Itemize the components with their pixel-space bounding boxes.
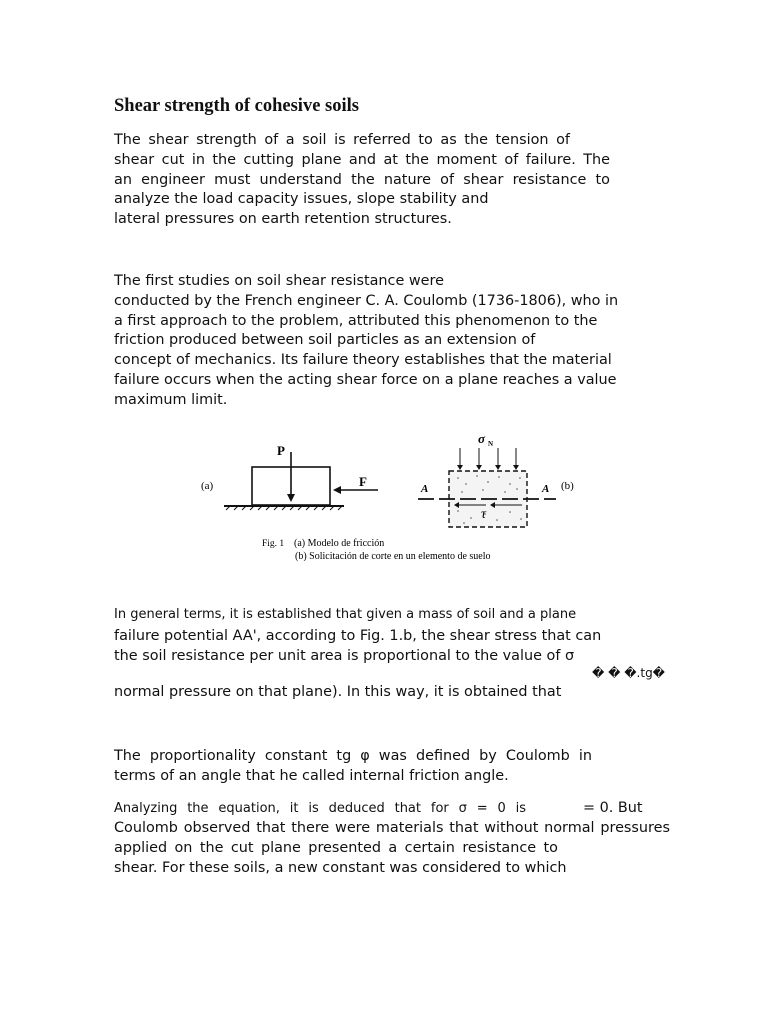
paragraph-analysis-line1: Analyzing the equation, it is deduced that for σ = 0 is: [114, 801, 526, 816]
page-title: Shear strength of cohesive soils: [114, 96, 359, 116]
arrowhead-icon: [333, 486, 341, 494]
paragraph-general-terms: [114, 627, 601, 667]
paragraph-analysis-line3: applied on the cut plane presented a certain resistance to: [114, 840, 558, 856]
text-line: friction produced between soil particles as an extension of: [114, 332, 536, 349]
figure-caption-prefix: Fig. 1: [262, 539, 285, 549]
text-line: maximum limit.: [114, 391, 228, 408]
text-line: failure occurs when the acting shear force on a plane reaches a value: [114, 371, 617, 388]
force-label-p: P: [277, 443, 285, 458]
text-line: analyze the load capacity issues, slope stability and: [114, 191, 489, 208]
text-line: failure potential AA', according to Fig. 1.b, the shear stress that can: [114, 628, 602, 644]
paragraph-analysis-line2: Coulomb observed that there were materials that without normal pressures: [114, 820, 670, 836]
figure-label-b: (b): [561, 480, 574, 492]
paragraph-coulomb-history: [114, 272, 618, 411]
sigma-label: σ: [478, 431, 486, 446]
paragraph-analysis-line4: shear. For these soils, a new constant was considered to which: [114, 860, 567, 876]
paragraph-general-terms-line1: In general terms, it is established that given a mass of soil and a plane: [114, 607, 577, 622]
paragraph-intro: [114, 131, 612, 230]
text-line: an engineer must understand the nature of shear resistance to: [114, 171, 610, 188]
plane-label-a-right: A: [542, 483, 550, 495]
sigma-subscript: N: [488, 440, 494, 448]
text-line: shear cut in the cutting plane and at the moment of failure. The: [114, 151, 610, 168]
arrowhead-icon: [457, 465, 519, 470]
text-line: The proportionality constant tg φ was defined by Coulomb in: [114, 748, 592, 764]
figure-caption-line1: (a) Modelo de fricción: [294, 538, 385, 549]
text-line: the soil resistance per unit area is proportional to the value of σ: [114, 647, 575, 664]
tau-label: τ: [481, 507, 487, 522]
figure-friction-model: [196, 426, 580, 566]
figure-label-a: (a): [201, 480, 214, 492]
text-line: normal pressure on that plane). In this way, it is obtained that: [114, 684, 562, 700]
text-line: conducted by the French engineer C. A. Coulomb (1736-1806), who in: [114, 292, 619, 309]
text-line: concept of mechanics. Its failure theory establishes that the material: [114, 352, 612, 369]
text-line: terms of an angle that he called internal friction angle.: [114, 767, 509, 784]
text-line: The first studies on soil shear resistance were: [114, 273, 444, 289]
formula-coulomb: � � �.tg�: [592, 666, 665, 680]
plane-label-a-left: A: [421, 483, 429, 495]
paragraph-friction-angle: [114, 747, 594, 787]
force-label-f: F: [359, 474, 367, 489]
paragraph-analysis-line1-tail: = 0. But: [583, 800, 643, 816]
paragraph-general-terms-end: [114, 683, 561, 703]
text-line: a first approach to the problem, attributed this phenomenon to the: [114, 312, 598, 329]
figure-caption-line2: (b) Solicitación de corte en un elemento de suelo: [295, 551, 491, 562]
text-line: lateral pressures on earth retention structures.: [114, 211, 452, 228]
normal-load-arrows: [460, 448, 516, 466]
text-line: The shear strength of a soil is referred to as the tension of: [114, 132, 570, 148]
